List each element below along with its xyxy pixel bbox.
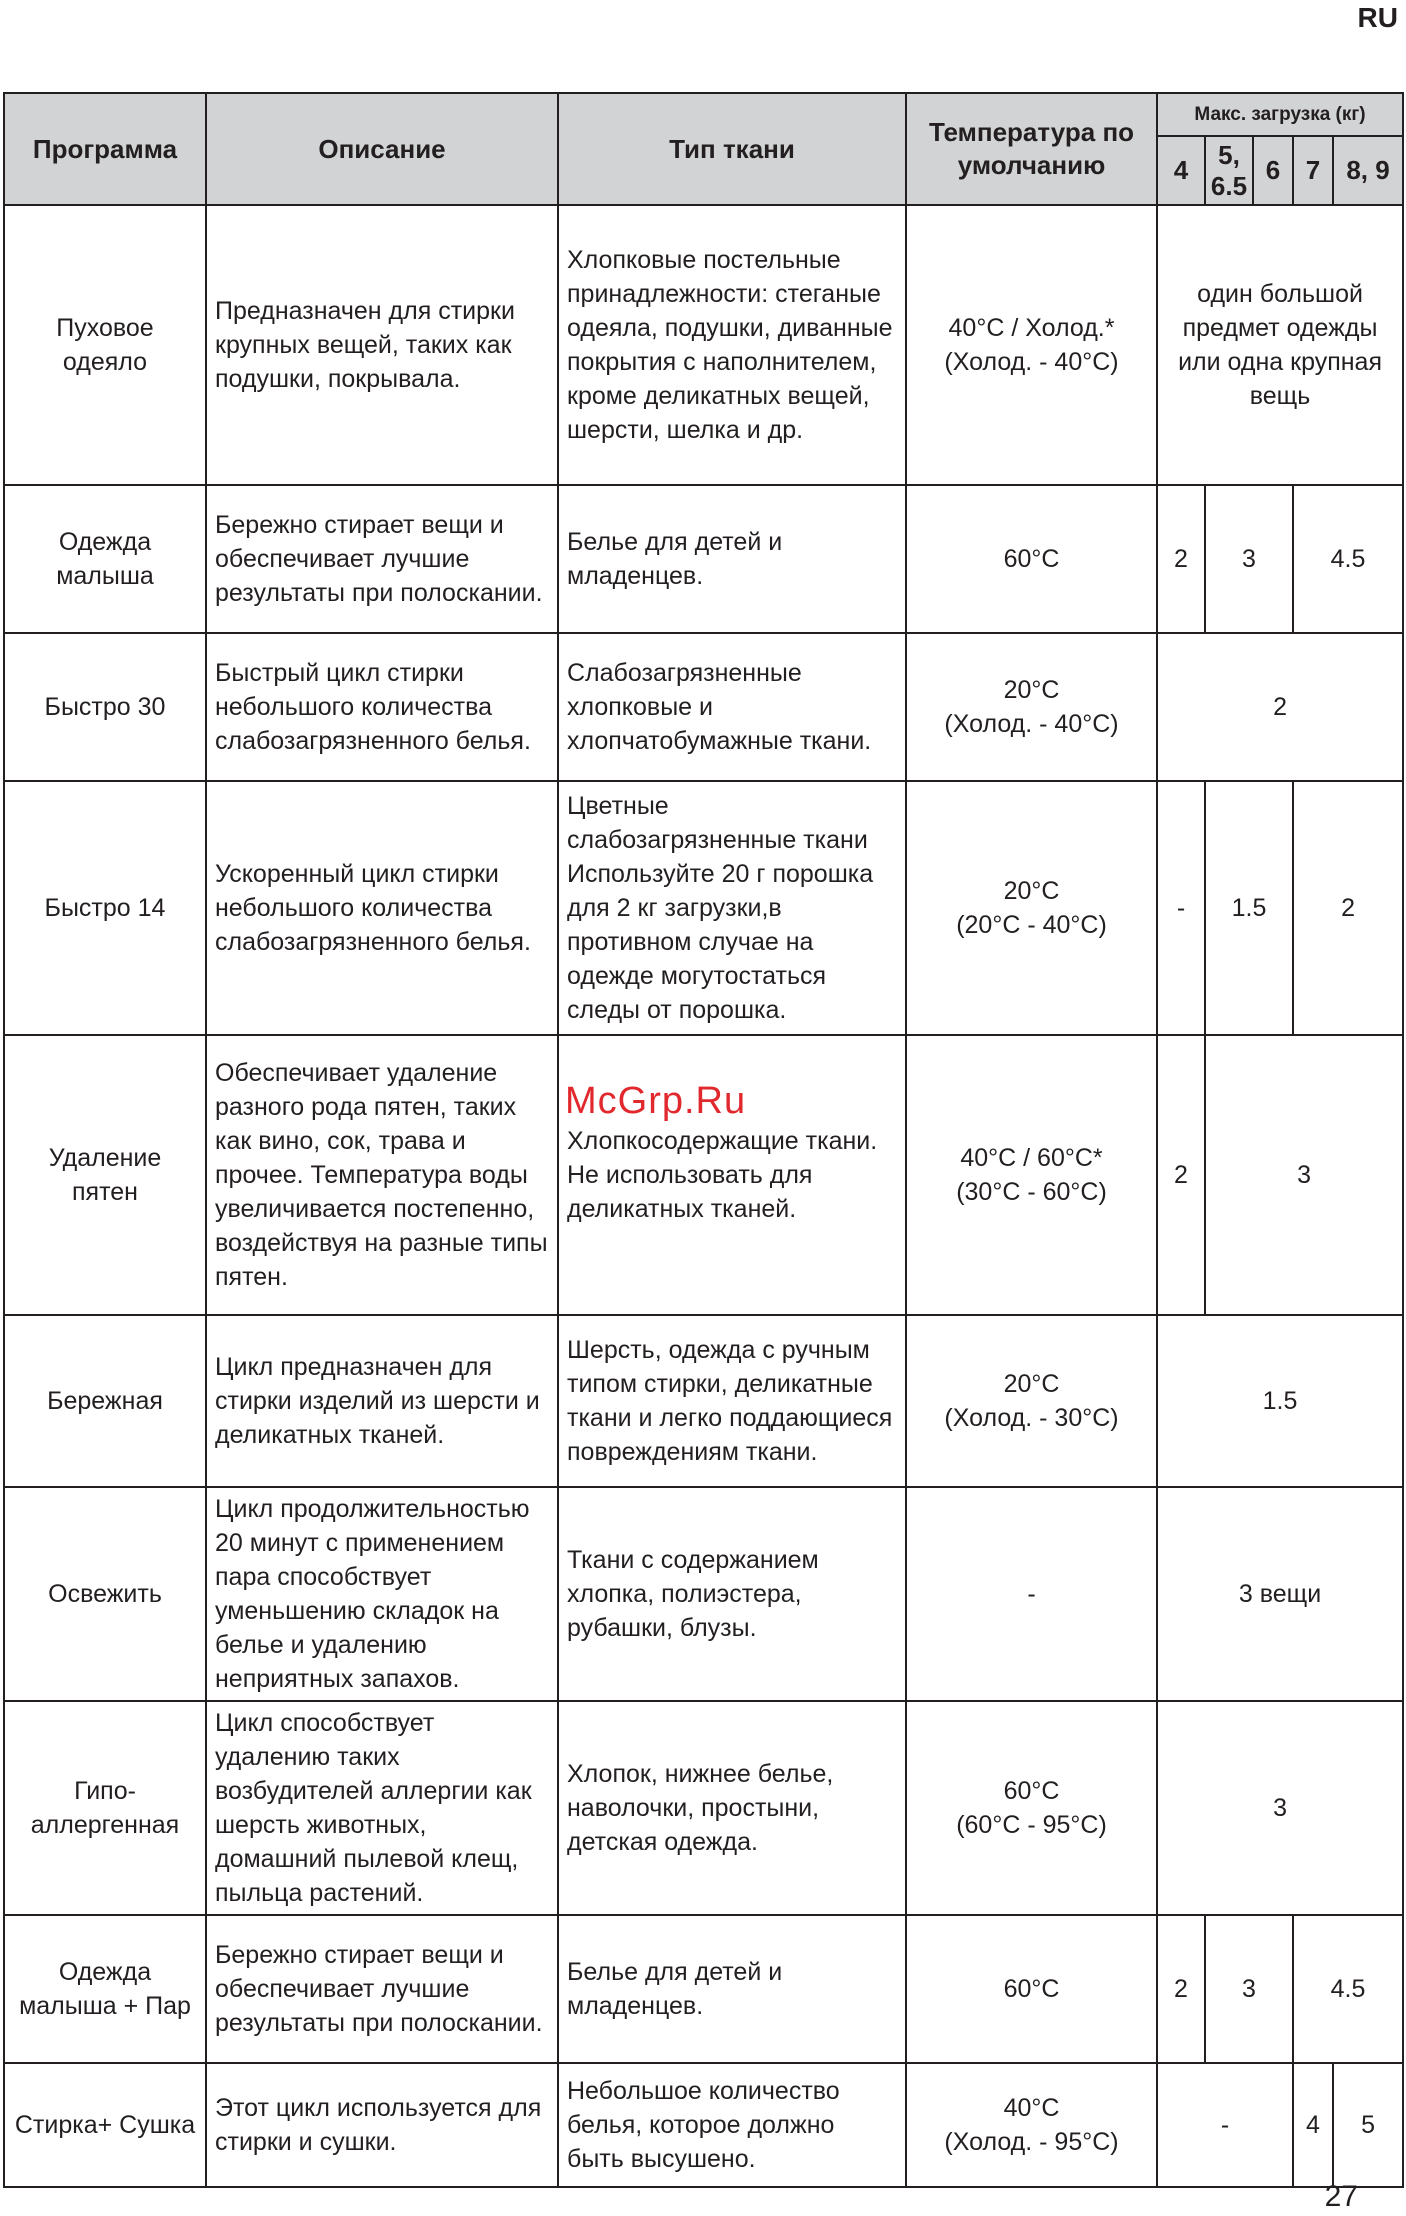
load-value: 2: [1157, 485, 1205, 633]
program-description: Цикл способствует удалению таких возбудителей аллергии как шерсть животных, домашний пылевой клещ, пыльца растений.: [206, 1701, 558, 1915]
temperature-default: 60°C: [1003, 1975, 1060, 2003]
fabric-type: Ткани с содержанием хлопка, полиэстера, рубашки, блузы.: [558, 1487, 906, 1701]
temperature-range: (60°C - 95°C): [956, 1811, 1107, 1839]
program-name: Освежить: [4, 1487, 206, 1701]
program-description: Быстрый цикл стирки небольшого количества слабозагрязненного белья.: [206, 633, 558, 781]
program-description: Бережно стирает вещи и обеспечивает лучшие результаты при полоскании.: [206, 485, 558, 633]
default-temperature: [906, 2063, 1157, 2187]
load-value: 3: [1205, 1915, 1293, 2063]
header-max-load: Макс. загрузка (кг): [1157, 93, 1403, 136]
table-row: [4, 1315, 1403, 1487]
temperature-default: 60°C: [1003, 1777, 1060, 1805]
temperature-default: 40°C / 60°C*: [960, 1144, 1103, 1172]
temperature-default: 40°C: [1003, 2094, 1060, 2122]
table-row: [4, 781, 1403, 1035]
load-value: 3: [1205, 1035, 1403, 1315]
load-value: 5: [1333, 2063, 1403, 2187]
header-description: Описание: [206, 93, 558, 205]
load-value: 4.5: [1293, 1915, 1403, 2063]
program-name: Одежда малыша + Пар: [4, 1915, 206, 2063]
program-description: Цикл предназначен для стирки изделий из шерсти и деликатных тканей.: [206, 1315, 558, 1487]
temperature-range: (Холод. - 95°C): [944, 2128, 1119, 2156]
capacity-5-6-5: 5, 6.5: [1205, 136, 1253, 205]
program-name: Удаление пятен: [4, 1035, 206, 1315]
program-description: Обеспечивает удаление разного рода пятен, таких как вино, сок, трава и прочее. Температура воды увеличивается постепенно, воздействуя на разные типы пятен.: [206, 1035, 558, 1315]
default-temperature: [906, 1315, 1157, 1487]
load-value: -: [1157, 2063, 1293, 2187]
table-row: [4, 633, 1403, 781]
load-value: -: [1157, 781, 1205, 1035]
fabric-type: Белье для детей и младенцев.: [558, 485, 906, 633]
program-name: Стирка+ Сушка: [4, 2063, 206, 2187]
table-row: [4, 1035, 1403, 1315]
language-code: RU: [1357, 2, 1398, 33]
program-description: Предназначен для стирки крупных вещей, таких как подушки, покрывала.: [206, 205, 558, 485]
table-row: [4, 485, 1403, 633]
capacity-8-9: 8, 9: [1333, 136, 1403, 205]
capacity-7: 7: [1293, 136, 1333, 205]
program-name: Быстро 30: [4, 633, 206, 781]
fabric-type: Цветные слабозагрязненные ткани Используйте 20 г порошка для 2 кг загрузки,в противном случае на одежде могутостаться следы от порошка.: [558, 781, 906, 1035]
load-value: 2: [1157, 1035, 1205, 1315]
default-temperature: [906, 1701, 1157, 1915]
header-program: Программа: [4, 93, 206, 205]
program-name: Бережная: [4, 1315, 206, 1487]
load-value: 3 вещи: [1157, 1487, 1403, 1701]
default-temperature: [906, 1035, 1157, 1315]
header-fabric: Тип ткани: [558, 93, 906, 205]
program-description: Этот цикл используется для стирки и сушки.: [206, 2063, 558, 2187]
program-description: Ускоренный цикл стирки небольшого количества слабозагрязненного белья.: [206, 781, 558, 1035]
program-name: Пуховое одеяло: [4, 205, 206, 485]
table-row: [4, 1915, 1403, 2063]
load-value: 3: [1205, 485, 1293, 633]
default-temperature: [906, 781, 1157, 1035]
temperature-default: 20°C: [1003, 1370, 1060, 1398]
fabric-type: Хлопкосодержащие ткани. Не использовать для деликатных тканей.: [558, 1035, 906, 1315]
fabric-type: Слабозагрязненные хлопковые и хлопчатобумажные ткани.: [558, 633, 906, 781]
fabric-type: Хлопковые постельные принадлежности: стеганые одеяла, подушки, диванные покрытия с наполнителем, кроме деликатных вещей, шерсти, шелка и др.: [558, 205, 906, 485]
load-value: 1.5: [1205, 781, 1293, 1035]
temperature-default: -: [1027, 1580, 1036, 1608]
fabric-type: Шерсть, одежда с ручным типом стирки, деликатные ткани и легко поддающиеся повреждениям ткани.: [558, 1315, 906, 1487]
load-value: 2: [1157, 633, 1403, 781]
fabric-type: Белье для детей и младенцев.: [558, 1915, 906, 2063]
watermark: McGrp.Ru: [565, 1080, 747, 1122]
temperature-default: 60°C: [1003, 545, 1060, 573]
default-temperature: [906, 485, 1157, 633]
temperature-range: (Холод. - 30°C): [944, 1404, 1119, 1432]
program-description: Цикл продолжительностью 20 минут с применением пара способствует уменьшению складок на белье и удалению неприятных запахов.: [206, 1487, 558, 1701]
load-value: 3: [1157, 1701, 1403, 1915]
temperature-default: 40°C / Холод.*: [948, 314, 1115, 342]
capacity-6: 6: [1253, 136, 1293, 205]
page-number: 27: [1324, 2180, 1358, 2213]
table-row: [4, 2063, 1403, 2187]
header-temperature: Температура по умолчанию: [906, 93, 1157, 205]
load-value: 2: [1157, 1915, 1205, 2063]
default-temperature: [906, 205, 1157, 485]
load-value: один большой предмет одежды или одна крупная вещь: [1157, 205, 1403, 485]
default-temperature: [906, 1487, 1157, 1701]
fabric-type: Хлопок, нижнее белье, наволочки, простыни, детская одежда.: [558, 1701, 906, 1915]
load-value: 4: [1293, 2063, 1333, 2187]
load-value: 4.5: [1293, 485, 1403, 633]
program-name: Гипо- аллергенная: [4, 1701, 206, 1915]
default-temperature: [906, 1915, 1157, 2063]
load-value: 1.5: [1157, 1315, 1403, 1487]
capacity-4: 4: [1157, 136, 1205, 205]
temperature-range: (Холод. - 40°C): [944, 710, 1119, 738]
temperature-range: (Холод. - 40°C): [944, 348, 1119, 376]
wash-programs-table: [3, 92, 1404, 2188]
temperature-range: (30°C - 60°C): [956, 1178, 1107, 1206]
table-row: [4, 1487, 1403, 1701]
temperature-default: 20°C: [1003, 676, 1060, 704]
fabric-type: Небольшое количество белья, которое должно быть высушено.: [558, 2063, 906, 2187]
program-description: Бережно стирает вещи и обеспечивает лучшие результаты при полоскании.: [206, 1915, 558, 2063]
program-name: Быстро 14: [4, 781, 206, 1035]
temperature-default: 20°C: [1003, 877, 1060, 905]
temperature-range: (20°C - 40°C): [956, 911, 1107, 939]
load-value: 2: [1293, 781, 1403, 1035]
table-row: [4, 205, 1403, 485]
program-name: Одежда малыша: [4, 485, 206, 633]
table-row: [4, 1701, 1403, 1915]
default-temperature: [906, 633, 1157, 781]
